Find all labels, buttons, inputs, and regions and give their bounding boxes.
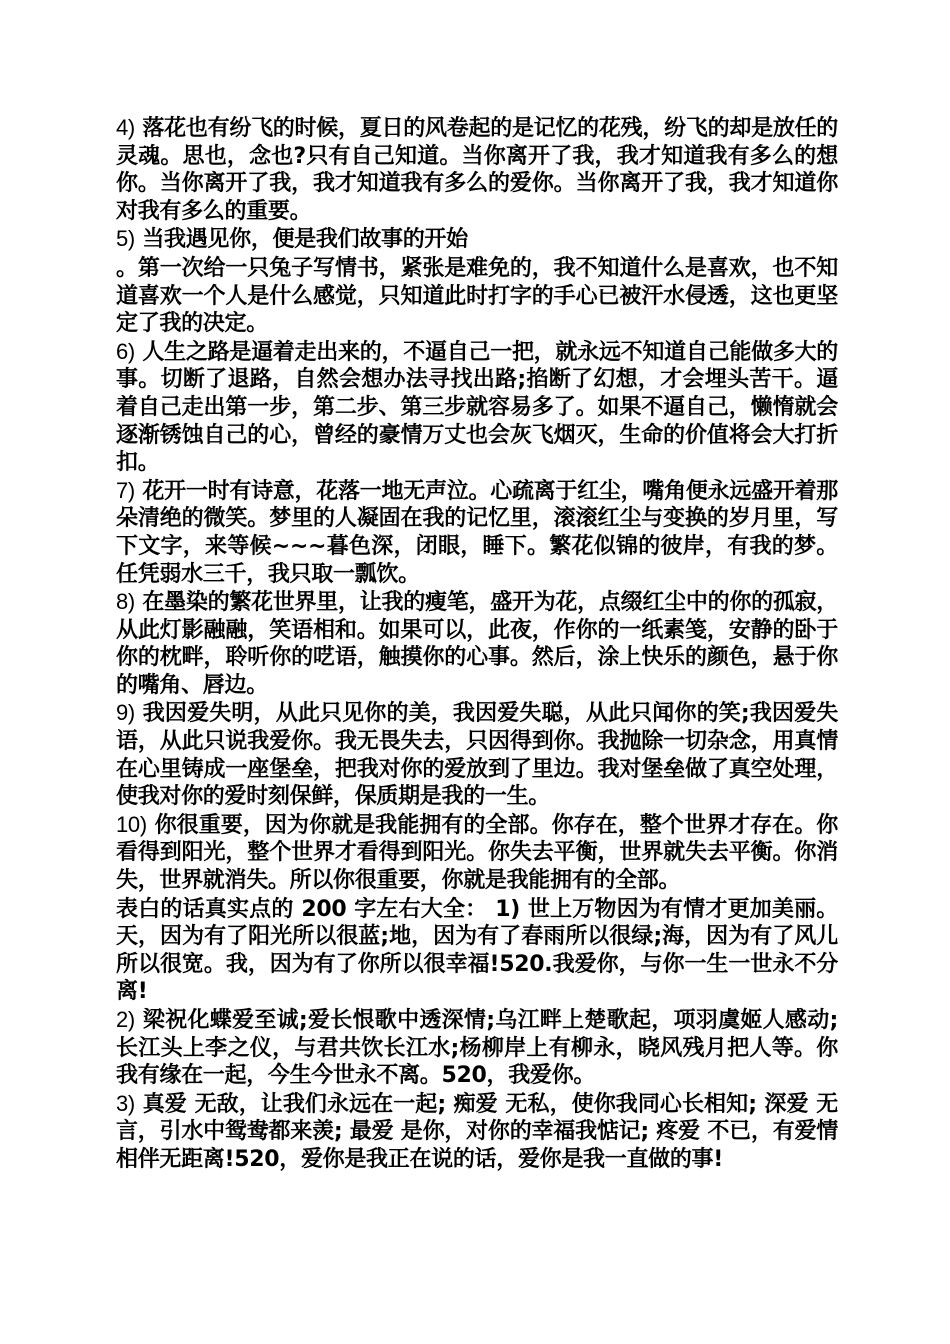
document-body bbox=[116, 114, 838, 1174]
paragraph-text: 我因爱失明，从此只见你的美，我因爱失聪，从此只闻你的笑;我因爱失语，从此只说我爱你。我无畏失去，只因得到你。我抛除一切杂念，用真情在心里铸成一座堡垒，把我对你的爱放到了里边。我对堡垒做了真空处理，使我对你的爱时刻保鲜，保质期是我的一生。 bbox=[116, 701, 838, 810]
paragraph-text: 表白的话真实点的 200 字左右大全： 1) 世上万物因为有情才更加美丽。天，因为有了阳光所以很蓝;地，因为有了春雨所以很绿;海，因为有了风儿所以很宽。我，因为有了你所以很幸福!520.我爱你，与你一生一世永不分离! bbox=[116, 896, 838, 1005]
paragraph-text: 当我遇见你，便是我们故事的开始 bbox=[134, 227, 468, 253]
paragraph-2 bbox=[116, 1006, 838, 1090]
paragraph-8 bbox=[116, 588, 838, 699]
paragraph-text: 在墨染的繁花世界里，让我的瘦笔，盛开为花，点缀红尘中的你的孤寂，从此灯影融融，笑语相和。如果可以，此夜，作你的一纸素笺，安静的卧于你的枕畔，聆听你的呓语，触摸你的心事。然后，涂上快乐的颜色，悬于你的嘴角、唇边。 bbox=[116, 590, 838, 698]
paragraph-text: 梁祝化蝶爱至诚;爱长恨歌中透深情;乌江畔上楚歌起，项羽虞姬人感动;长江头上李之仪，与君共饮长江水;杨柳岸上有柳永，晓风残月把人等。你我有缘在一起，今生今世永不离。520，我爱你。 bbox=[116, 1008, 838, 1089]
paragraph-7 bbox=[116, 477, 838, 588]
paragraph-text: 。第一次给一只兔子写情书，紧张是难免的，我不知道什么是喜欢，也不知道喜欢一个人是什么感觉，只知道此时打字的手心已被汗水侵透，这也更坚定了我的决定。 bbox=[116, 255, 838, 337]
paragraph-text: 你很重要，因为你就是我能拥有的全部。你存在，整个世界才存在。你看得到阳光，整个世界才看得到阳光。你失去平衡，世界就失去平衡。你消失，世界就消失。所以你很重要，你就是我能拥有的全部。 bbox=[116, 812, 838, 894]
paragraph-10 bbox=[116, 811, 838, 895]
item-number: 4) bbox=[116, 115, 135, 140]
item-number: 8) bbox=[116, 589, 135, 615]
paragraph-5-continued bbox=[116, 254, 838, 338]
paragraph-text: 人生之路是逼着走出来的，不逼自己一把，就永远不知道自己能做多大的事。切断了退路，自然会想办法寻找出路;掐断了幻想，才会埋头苦干。逼着自己走出第一步，第二步、第三步就容易多了。如果不逼自己，懒惰就会逐渐锈蚀自己的心，曾经的豪情万丈也会灰飞烟灭，生命的价值将会大打折扣。 bbox=[116, 339, 838, 476]
item-number: 3) bbox=[116, 1090, 135, 1116]
paragraph-4 bbox=[116, 114, 838, 225]
item-number: 9) bbox=[116, 700, 135, 726]
item-number: 6) bbox=[116, 338, 135, 364]
paragraph-5 bbox=[116, 225, 838, 254]
paragraph-6 bbox=[116, 338, 838, 477]
paragraph-text: 真爱 无敌，让我们永远在一起; 痴爱 无私，使你我同心长相知; 深爱 无言，引水中鸳鸯都来羡; 最爱 是你，对你的幸福我惦记; 疼爱 不已，有爱情相伴无距离!520，爱你是我正在说的话，爱你是我一直做的事! bbox=[116, 1091, 838, 1172]
item-number: 10) bbox=[116, 811, 147, 837]
paragraph-text: 落花也有纷飞的时候，夏日的风卷起的是记忆的花残，纷飞的却是放任的灵魂。思也，念也?只有自己知道。当你离开了我，我才知道我有多么的想你。当你离开了我，我才知道我有多么的爱你。当你离开了我，我才知道你对我有多么的重要。 bbox=[116, 116, 838, 224]
item-number: 5) bbox=[116, 226, 135, 252]
section-heading-paragraph-1 bbox=[116, 895, 838, 1006]
item-number: 7) bbox=[116, 477, 135, 503]
paragraph-text: 花开一时有诗意，花落一地无声泣。心疏离于红尘，嘴角便永远盛开着那朵清绝的微笑。梦里的人凝固在我的记忆里，滚滚红尘与变换的岁月里，写下文字，来等候~~~暮色深，闭眼，睡下。繁花似锦的彼岸，有我的梦。任凭弱水三千，我只取一瓢饮。 bbox=[116, 478, 838, 587]
item-number: 2) bbox=[116, 1007, 135, 1032]
paragraph-3 bbox=[116, 1090, 838, 1174]
paragraph-9 bbox=[116, 699, 838, 810]
